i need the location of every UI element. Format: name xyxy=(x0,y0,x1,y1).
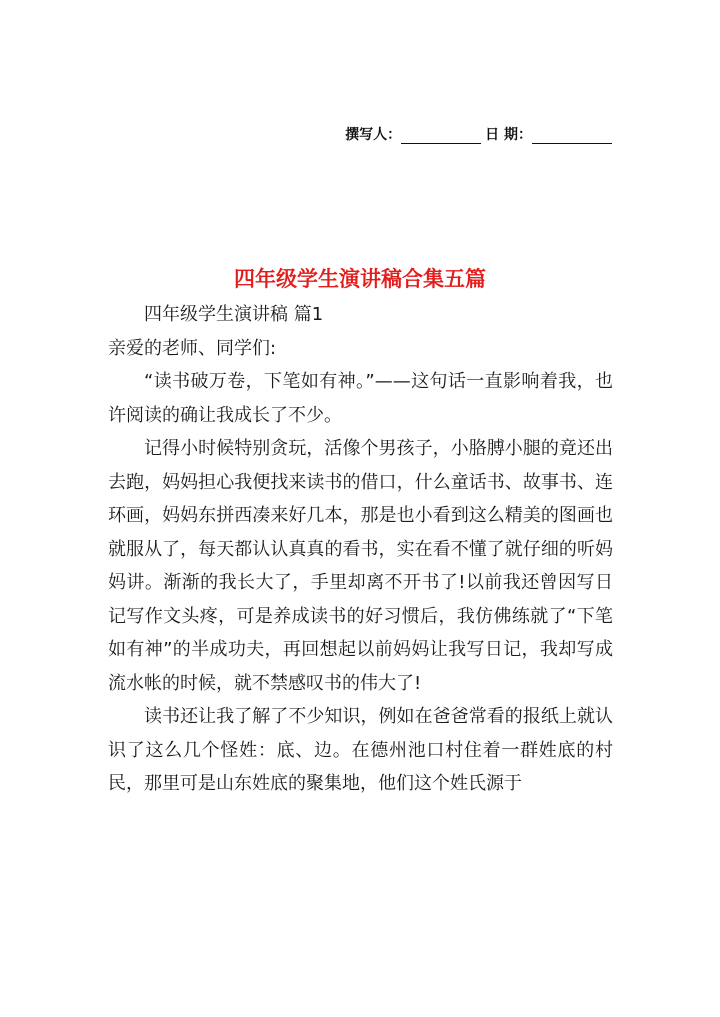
paragraph: “读书破万卷，下笔如有神。”——这句话一直影响着我，也许阅读的确让我成长了不少。 xyxy=(108,371,613,426)
paragraph: 读书还让我了解了不少知识，例如在爸爸常看的报纸上就认识了这么几个怪姓：底、边。在德州池口村住着一群姓底的村民，那里可是山东姓底的聚集地，他们这个姓氏源于 xyxy=(108,706,613,794)
date-label: 日 期： xyxy=(485,127,532,143)
author-label: 撰写人： xyxy=(345,127,402,143)
paragraph: 记得小时候特别贪玩，活像个男孩子，小胳膊小腿的竟还出去跑，妈妈担心我便找来读书的借口，什么童话书、故事书、连环画，妈妈东拼西凑来好几本，那是也小看到这么精美的图画也就服从了，每天都认认真真的看书，实在看不懂了就仔细的听妈妈讲。渐渐的我长大了，手里却离不开书了!以前我还曾因写日记写作文头疼，可是养成读书的好习惯后，我仿佛练就了“下笔如有神”的半成功夫，再回想起以前妈妈让我写日记，我却写成流水帐的时候，就不禁感叹书的伟大了! xyxy=(108,438,613,694)
document-title: 四年级学生演讲稿合集五篇 xyxy=(234,267,486,291)
author-blank-line xyxy=(401,129,481,144)
header-fields xyxy=(345,124,612,144)
section-heading: 四年级学生演讲稿 篇1 xyxy=(144,304,324,325)
salutation: 亲爱的老师、同学们: xyxy=(108,337,277,359)
date-blank-line xyxy=(532,129,612,144)
document-body xyxy=(108,298,613,801)
